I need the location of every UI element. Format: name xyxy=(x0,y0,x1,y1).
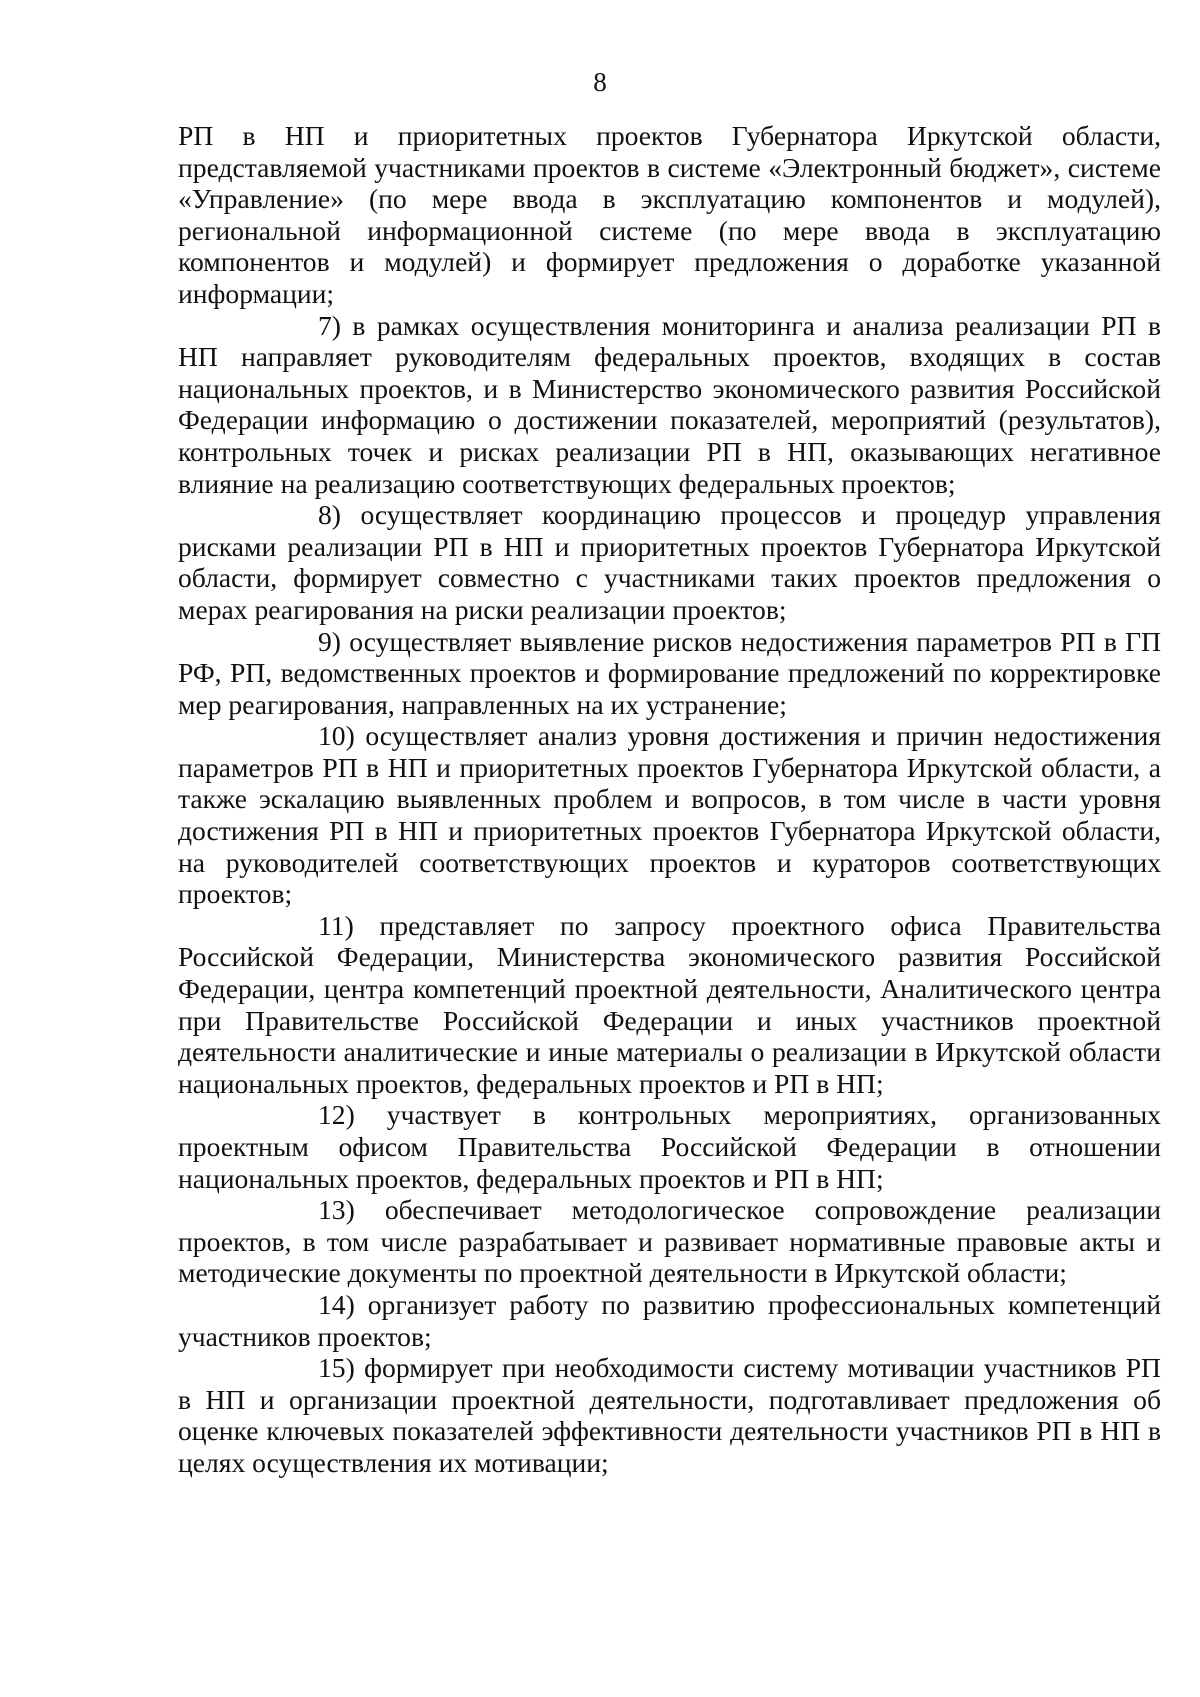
item-number: 15) xyxy=(318,1352,355,1384)
list-item-10 xyxy=(178,720,1161,910)
item-text: осуществляет координацию процессов и процедур управления рисками реализации РП в НП и приоритетных проектов Губернатора Иркутской области, формирует совместно с участниками таких проектов предложения о мерах реагирования на риски реализации проектов; xyxy=(178,499,1161,625)
item-number: 8) xyxy=(318,499,341,531)
item-number: 9) xyxy=(318,625,341,657)
paragraph-text: РП в НП и приоритетных проектов Губернатора Иркутской области, представляемой участниками проектов в системе «Электронный бюджет», системе «Управление» (по мере ввода в эксплуатацию компонентов и модулей), региональной информационной системе (по мере ввода в эксплуатацию компонентов и модулей) и формирует предложения о доработке указанной информации; xyxy=(178,120,1161,309)
item-text: формирует при необходимости систему мотивации участников РП в НП и организации проектной деятельности, подготавливает предложения об оценке ключевых показателей эффективности деятельности участников РП в НП в целях осуществления их мотивации; xyxy=(178,1352,1161,1478)
item-text: осуществляет анализ уровня достижения и причин недостижения параметров РП в НП и приоритетных проектов Губернатора Иркутской области, а также эскалацию выявленных проблем и вопросов, в том числе в части уровня достижения РП в НП и приоритетных проектов Губернатора Иркутской области, на руководителей соответствующих проектов и кураторов соответствующих проектов; xyxy=(178,720,1161,910)
list-item-9 xyxy=(178,626,1161,721)
document-body xyxy=(178,120,1161,1479)
item-number: 7) xyxy=(318,309,341,341)
item-text: осуществляет выявление рисков недостижения параметров РП в ГП РФ, РП, ведомственных проектов и формирование предложений по корректировке мер реагирования, направленных на их устранение; xyxy=(178,625,1161,720)
list-item-13 xyxy=(178,1194,1161,1289)
paragraph-continuation xyxy=(178,120,1161,310)
item-text: организует работу по развитию профессиональных компетенций участников проектов; xyxy=(178,1288,1161,1352)
item-number: 13) xyxy=(318,1194,355,1226)
item-number: 11) xyxy=(318,909,354,941)
list-item-14 xyxy=(178,1289,1161,1352)
item-number: 12) xyxy=(318,1099,355,1131)
item-text: в рамках осуществления мониторинга и анализа реализации РП в НП направляет руководителям федеральных проектов, входящих в состав национальных проектов, и в Министерство экономического развития Российской Федерации информацию о достижении показателей, мероприятий (результатов), контрольных точек и рисках реализации РП в НП, оказывающих негативное влияние на реализацию соответствующих федеральных проектов; xyxy=(178,309,1161,499)
list-item-11 xyxy=(178,910,1161,1100)
item-text: обеспечивает методологическое сопровождение реализации проектов, в том числе разрабатывает и развивает нормативные правовые акты и методические документы по проектной деятельности в Иркутской области; xyxy=(178,1194,1161,1289)
list-item-12 xyxy=(178,1099,1161,1194)
item-text: представляет по запросу проектного офиса Правительства Российской Федерации, Министерства экономического развития Российской Федерации, центра компетенций проектной деятельности, Аналитического центра при Правительстве Российской Федерации и иных участников проектной деятельности аналитические и иные материалы о реализации в Иркутской области национальных проектов, федеральных проектов и РП в НП; xyxy=(178,909,1161,1099)
item-number: 14) xyxy=(318,1288,355,1320)
page-number: 8 xyxy=(593,67,607,97)
list-item-15 xyxy=(178,1352,1161,1478)
list-item-8 xyxy=(178,499,1161,625)
item-number: 10) xyxy=(318,720,355,752)
item-text: участвует в контрольных мероприятиях, организованных проектным офисом Правительства Российской Федерации в отношении национальных проектов, федеральных проектов и РП в НП; xyxy=(178,1099,1161,1194)
list-item-7 xyxy=(178,310,1161,500)
